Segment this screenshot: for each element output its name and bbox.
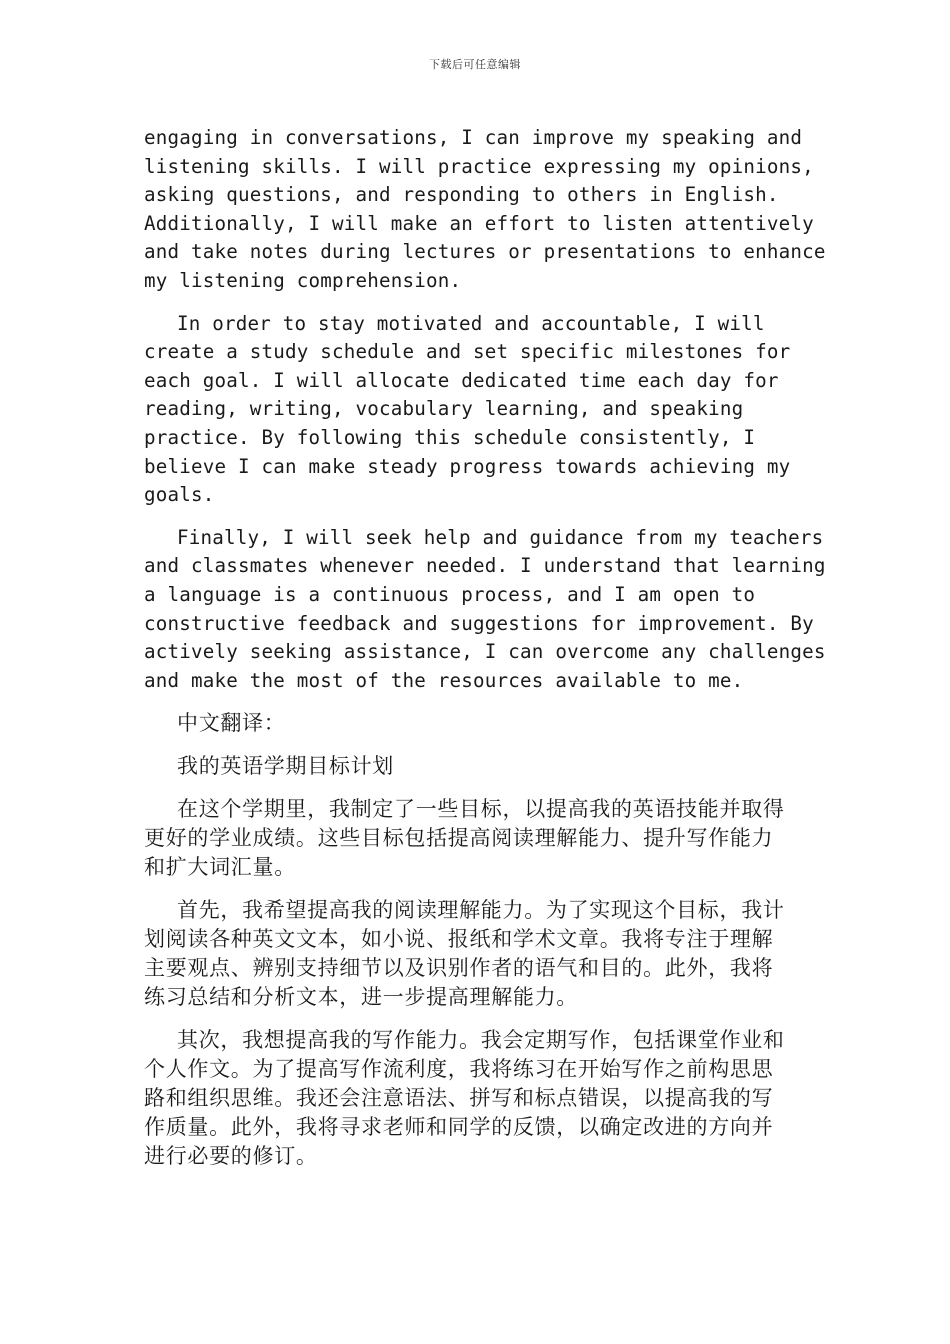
english-paragraph xyxy=(144,124,826,296)
paragraph-line: 划阅读各种英文文本，如小说、报纸和学术文章。我将专注于理解 xyxy=(144,927,774,952)
paragraph-line: 其次，我想提高我的写作能力。我会定期写作，包括课堂作业和 xyxy=(177,1028,785,1053)
paragraph-line: Additionally, I will make an effort to listen attentively xyxy=(144,211,814,235)
paragraph-line: 更好的学业成绩。这些目标包括提高阅读理解能力、提升写作能力 xyxy=(144,826,774,851)
paragraph-line: 练习总结和分析文本，进一步提高理解能力。 xyxy=(144,985,578,1010)
paragraph-line: Finally, I will seek help and guidance from my teachers xyxy=(177,525,824,549)
paragraph-line: reading, writing, vocabulary learning, and speaking xyxy=(144,397,744,421)
chinese-paragraph xyxy=(144,752,804,781)
paragraph-line: goals. xyxy=(144,483,215,507)
paragraph-line: practice. By following this schedule consistently, I xyxy=(144,425,756,449)
chinese-paragraph xyxy=(144,896,804,1012)
paragraph-line: asking questions, and responding to others in English. xyxy=(144,183,779,207)
paragraph-line: my listening comprehension. xyxy=(144,268,462,292)
paragraph-line: 首先，我希望提高我的阅读理解能力。为了实现这个目标，我计 xyxy=(177,898,785,923)
paragraph-line: 主要观点、辨别支持细节以及识别作者的语气和目的。此外，我将 xyxy=(144,956,774,981)
paragraph-line: 我的英语学期目标计划 xyxy=(177,754,394,779)
paragraph-line: 个人作文。为了提高写作流利度，我将练习在开始写作之前构思思 xyxy=(144,1057,774,1082)
paragraph-line: and classmates whenever needed. I understand that learning xyxy=(144,554,826,578)
chinese-paragraph xyxy=(144,709,804,738)
paragraph-line: 和扩大词汇量。 xyxy=(144,855,296,880)
english-paragraph xyxy=(144,524,826,696)
chinese-paragraph xyxy=(144,1026,804,1171)
paragraph-line: 中文翻译： xyxy=(177,711,286,736)
paragraph-line: a language is a continuous process, and I am open to xyxy=(144,582,756,606)
paragraph-line: each goal. I will allocate dedicated time each day for xyxy=(144,368,779,392)
paragraph-line: 在这个学期里，我制定了一些目标，以提高我的英语技能并取得 xyxy=(177,797,785,822)
paragraph-line: and take notes during lectures or presentations to enhance xyxy=(144,240,826,264)
paragraph-line: 进行必要的修订。 xyxy=(144,1144,318,1169)
paragraph-line: believe I can make steady progress towards achieving my xyxy=(144,454,791,478)
chinese-paragraph xyxy=(144,795,804,882)
paragraph-line: 作质量。此外，我将寻求老师和同学的反馈，以确定改进的方向并 xyxy=(144,1115,774,1140)
paragraph-line: create a study schedule and set specific milestones for xyxy=(144,340,791,364)
english-paragraph xyxy=(144,310,804,510)
paragraph-line: 路和组织思维。我还会注意语法、拼写和标点错误，以提高我的写 xyxy=(144,1086,774,1111)
page-header: 下载后可任意编辑 xyxy=(429,58,521,71)
document-body xyxy=(144,124,826,1185)
paragraph-line: listening skills. I will practice expressing my opinions, xyxy=(144,154,814,178)
paragraph-line: constructive feedback and suggestions for improvement. By xyxy=(144,611,814,635)
paragraph-line: and make the most of the resources available to me. xyxy=(144,668,744,692)
paragraph-line: In order to stay motivated and accountable, I will xyxy=(177,311,765,335)
paragraph-line: actively seeking assistance, I can overcome any challenges xyxy=(144,640,826,664)
paragraph-line: engaging in conversations, I can improve my speaking and xyxy=(144,126,803,149)
